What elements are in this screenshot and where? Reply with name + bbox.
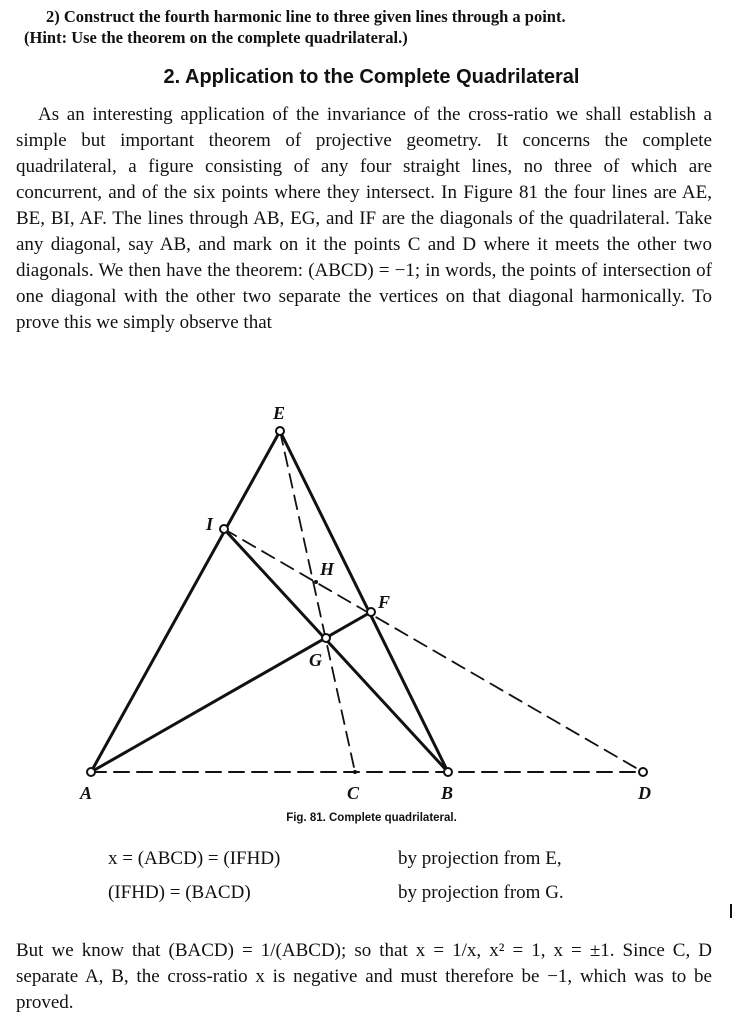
margin-mark	[730, 904, 732, 918]
label-C: C	[347, 783, 360, 803]
equation-2-lhs: (IFHD) = (BACD)	[108, 882, 251, 903]
line-AE	[91, 431, 280, 772]
exercise-hint	[24, 6, 729, 48]
line-BI	[224, 529, 448, 772]
label-B: B	[441, 783, 454, 803]
label-H: H	[320, 559, 335, 579]
point-C	[353, 770, 357, 774]
equation-1-lhs: x = (ABCD) = (IFHD)	[108, 848, 281, 869]
point-A	[87, 768, 95, 776]
point-D	[639, 768, 647, 776]
figure-complete-quadrilateral	[0, 400, 743, 812]
figure-caption: Fig. 81. Complete quadrilateral.	[286, 812, 457, 824]
paragraph-2: But we know that (BACD) = 1/(ABCD); so that x = 1/x, x² = 1, x = ±1. Since C, D separate A, B, the cross-ratio x is negative and must therefore be −1, which was to be proved.	[16, 940, 712, 1013]
point-F	[367, 608, 375, 616]
label-A: A	[80, 783, 93, 803]
label-G: G	[309, 650, 322, 670]
label-D: D	[638, 783, 651, 803]
exercise-line: 2) Construct the fourth harmonic line to three given lines through a point.	[46, 7, 566, 26]
point-B	[444, 768, 452, 776]
label-E: E	[273, 403, 286, 423]
point-G	[322, 634, 330, 642]
exercise-hint-line: (Hint: Use the theorem on the complete quadrilateral.)	[24, 28, 408, 47]
equation-1-note: by projection from E,	[398, 848, 562, 869]
point-H	[314, 580, 318, 584]
line-BE	[280, 431, 448, 772]
section-title: 2. Application to the Complete Quadrilateral	[163, 66, 580, 88]
label-I: I	[206, 514, 214, 534]
diagonal-ID	[224, 529, 643, 772]
label-F: F	[378, 592, 391, 612]
paragraph-1: As an interesting application of the invariance of the cross-ratio we shall establish a simple but important theorem of projective geometry. It concerns the complete quadrilateral, a figure consisting of any four straight lines, no three of which are concurrent, and of the six points where they intersect. In Figure 81 the four lines are AE, BE, BI, AF. The lines through AB, EG, and IF are the diagonals of the quadrilateral. Take any diagonal, say AB, and mark on it the points C and D where it meets the other two diagonals. We then have the theorem: (ABCD) = −1; in words, the points of intersection of one diagonal with the other two separate the vertices on that diagonal harmonically. To prove this we simply observe that	[16, 104, 712, 333]
point-I	[220, 525, 228, 533]
point-E	[276, 427, 284, 435]
equation-2-note: by projection from G.	[398, 882, 564, 903]
